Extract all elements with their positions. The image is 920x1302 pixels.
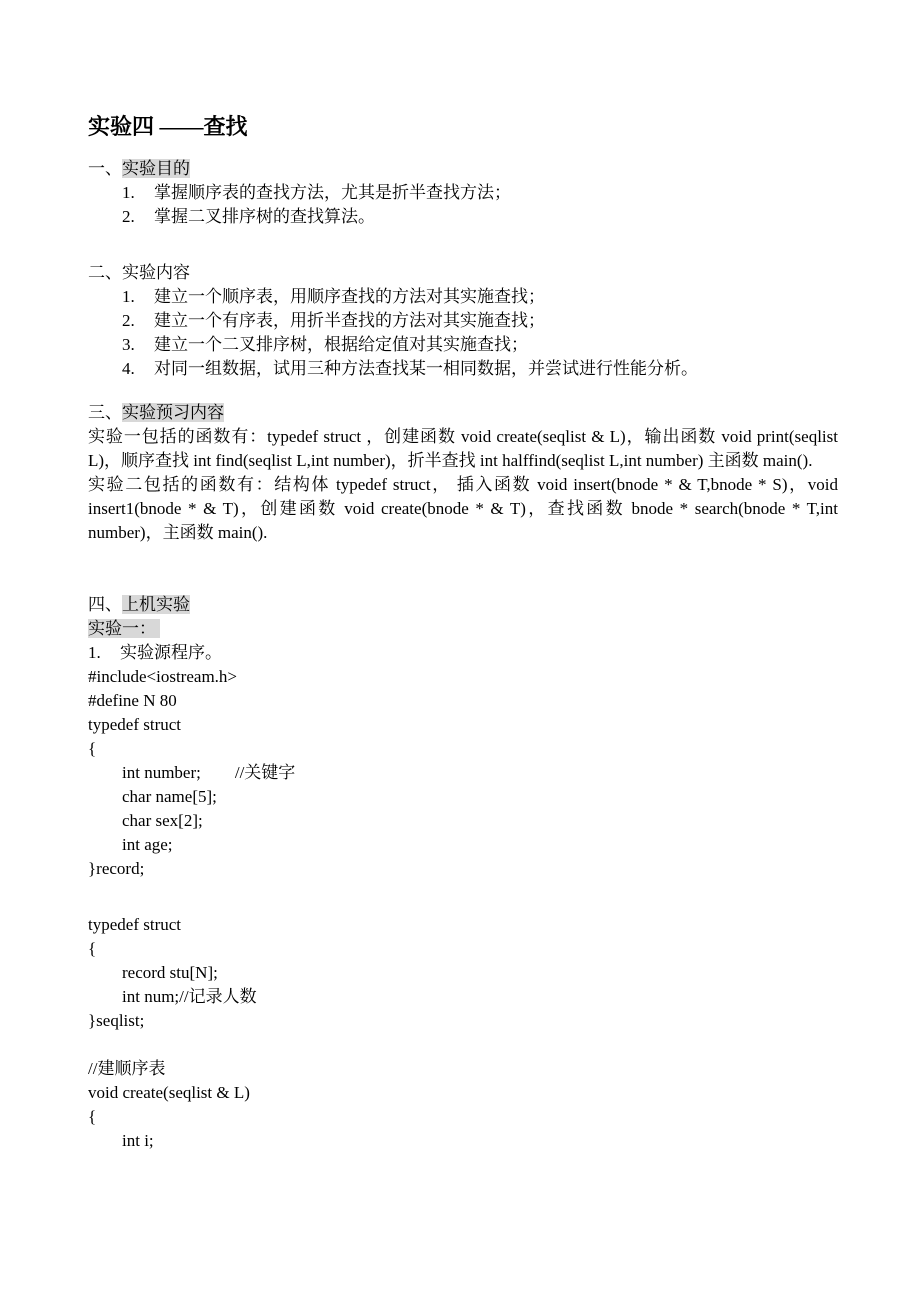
section-3-paragraph-1: 实验一包括的函数有：typedef struct ，创建函数 void create(seqlist & L)，输出函数 void print(seqlist L)，顺序查找 int find(seqlist L,int number)，折半查找 int halffind(seqlist L,int number) 主函数 main(). [88, 427, 838, 470]
list-number: 1. [122, 183, 135, 202]
code-line: #define N 80 [88, 691, 177, 710]
section-2-heading-text: 实验内容 [122, 263, 190, 282]
code-line: int num;//记录人数 [122, 987, 257, 1006]
list-number: 4. [122, 359, 135, 378]
section-2-item-2 [88, 309, 838, 333]
section-2-item-3 [88, 333, 838, 357]
section-1-item-1 [88, 181, 838, 205]
code-line: typedef struct [88, 715, 181, 734]
code-line: { [88, 739, 97, 758]
subheading-text: 实验一： [88, 619, 160, 638]
source-code-listing [88, 665, 838, 1153]
section-2-label: 二、 [88, 263, 122, 282]
code-line: int i; [122, 1131, 154, 1150]
list-number: 2. [122, 311, 135, 330]
step-number: 1. [88, 643, 101, 662]
code-line: { [88, 939, 97, 958]
code-line: char sex[2]; [122, 811, 203, 830]
code-line: #include<iostream.h> [88, 667, 237, 686]
list-text: 建立一个有序表，用折半查找的方法对其实施查找； [154, 311, 545, 330]
section-1-heading-text: 实验目的 [122, 159, 190, 178]
section-1-heading [88, 157, 838, 181]
code-line: }record; [88, 859, 145, 878]
code-line: record stu[N]; [122, 963, 218, 982]
list-number: 2. [122, 207, 135, 226]
list-text: 建立一个二叉排序树，根据给定值对其实施查找； [154, 335, 528, 354]
section-2-item-4 [88, 357, 838, 381]
list-number: 1. [122, 287, 135, 306]
code-line: char name[5]; [122, 787, 217, 806]
code-line: { [88, 1107, 97, 1126]
section-1-item-2 [88, 205, 838, 229]
section-2-heading [88, 261, 838, 285]
section-3-paragraph-2: 实验二包括的函数有：结构体 typedef struct， 插入函数 void insert(bnode * & T,bnode * S)，void insert1(bnode * & T)，创建函数 void create(bnode * & T)，查找函数 bnode * search(bnode * T,int number)，主函数 main(). [88, 475, 838, 542]
doc-title: 实验四 ——查找 [88, 114, 248, 139]
section-4-label: 四、 [88, 595, 122, 614]
code-line: //建顺序表 [88, 1059, 166, 1078]
list-text: 对同一组数据，试用三种方法查找某一相同数据，并尝试进行性能分析。 [154, 359, 698, 378]
code-line: void create(seqlist & L) [88, 1083, 250, 1102]
code-line: }seqlist; [88, 1011, 145, 1030]
code-blank-line [88, 881, 838, 913]
section-1-label: 一、 [88, 159, 122, 178]
code-line: int number; //关键字 [122, 763, 296, 782]
section-3-heading-text: 实验预习内容 [122, 403, 224, 422]
step-text: 实验源程序。 [120, 643, 222, 662]
section-4-heading-text: 上机实验 [122, 595, 190, 614]
list-text: 掌握顺序表的查找方法，尤其是折半查找方法； [154, 183, 511, 202]
section-2-item-1 [88, 285, 838, 309]
section-4-subheading [88, 617, 838, 641]
code-line: int age; [122, 835, 173, 854]
section-4-heading [88, 593, 838, 617]
list-number: 3. [122, 335, 135, 354]
code-line: typedef struct [88, 915, 181, 934]
code-blank-line [88, 1033, 838, 1057]
list-text: 建立一个顺序表，用顺序查找的方法对其实施查找； [154, 287, 545, 306]
section-3-heading [88, 401, 838, 425]
section-4-step-1 [88, 641, 838, 665]
list-text: 掌握二叉排序树的查找算法。 [154, 207, 375, 226]
section-3-label: 三、 [88, 403, 122, 422]
